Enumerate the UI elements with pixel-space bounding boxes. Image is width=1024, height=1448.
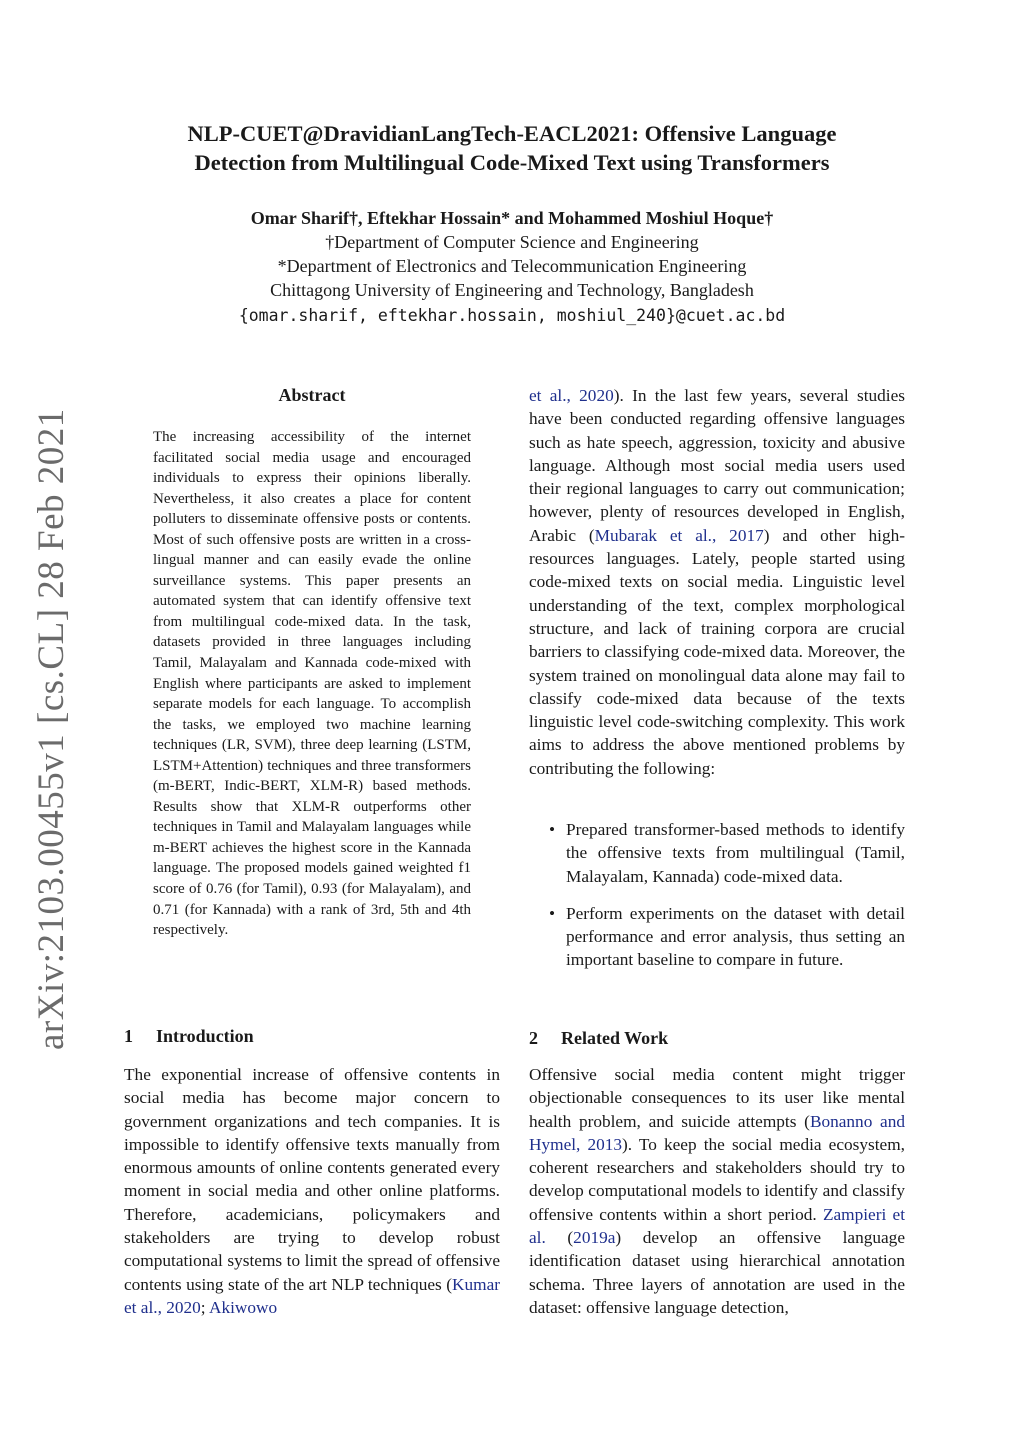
paragraph-text: Offensive social media content might trigger objectionable consequences to its user like mental health problem, and suicide attempts ( [529, 1065, 905, 1131]
introduction-heading [124, 1025, 254, 1047]
section-title: Related Work [561, 1028, 669, 1048]
affiliation-2: *Department of Electronics and Telecommunication Engineering [277, 256, 747, 276]
affiliation-3: Chittagong University of Engineering and Technology, Bangladesh [270, 280, 754, 300]
title-line-1: NLP-CUET@DravidianLangTech-EACL2021: Offensive Language [187, 121, 837, 146]
separator: ; [200, 1297, 209, 1317]
authors: Omar Sharif†, Eftekhar Hossain* and Mohammed Moshiul Hoque† [250, 208, 774, 228]
citation-link[interactable]: Kumar et al., 2020 [124, 1274, 500, 1317]
bullet-icon: • [549, 820, 556, 839]
abstract-title: Abstract [278, 385, 346, 405]
list-item [549, 818, 905, 888]
citation-link[interactable]: Bonanno and Hymel, 2013 [529, 1111, 906, 1154]
citation-link[interactable]: Zampieri et al. [529, 1204, 905, 1248]
affiliation-1: †Department of Computer Science and Engineering [325, 232, 699, 252]
citation-link[interactable]: Mubarak et al., 2017 [594, 525, 764, 545]
paragraph-text: ( [545, 1228, 574, 1248]
paragraph-text: ) and other high-resources languages. Lately, people started using code-mixed texts on social media. Linguistic level understanding of the text, complex morphological structure, and lack of training corpora are crucial barriers to classifying code-mixed data. Moreover, the system trained on monolingual data alone may fail to classify code-mixed data because of the texts linguistic level code-switching complexity. This work aims to address the above mentioned problems by contributing the following: [529, 525, 906, 778]
section-number: 2 [529, 1028, 538, 1048]
paragraph-text: The exponential increase of offensive contents in social media has become major concern to government organizations and tech companies. It is impossible to identify offensive texts manually from enormous amounts of online contents generated every moment in social media and other online platforms. Therefore, academicians, policymakers and stakeholders are trying to develop robust computational systems to limit the spread of offensive contents using state of the art NLP techniques ( [124, 1065, 500, 1294]
related-work-heading [529, 1027, 668, 1049]
citation-link[interactable]: et al., 2020 [529, 386, 614, 405]
title-line-2: Detection from Multilingual Code-Mixed Text using Transformers [194, 150, 830, 175]
related-work-text [529, 1063, 905, 1319]
introduction-text [124, 1063, 500, 1319]
author-emails: {omar.sharif, eftekhar.hossain, moshiul_240}@cuet.ac.bd [238, 306, 786, 325]
introduction-continued [529, 384, 905, 780]
section-number: 1 [124, 1026, 133, 1046]
list-item-text: Prepared transformer-based methods to identify the offensive texts from multilingual (Tamil, Malayalam, Kannada) code-mixed data. [566, 820, 905, 886]
contributions-list [549, 818, 905, 986]
bullet-icon: • [549, 903, 556, 923]
paragraph-text: ). To keep the social media ecosystem, coherent researchers and stakeholders should try to develop computational models to identify and classify offensive contents within a short period. [529, 1134, 905, 1224]
abstract-text: The increasing accessibility of the internet facilitated social media usage and encouraged individuals to express their opinions liberally. Nevertheless, it also creates a place for content polluters to disseminate offensive posts or contents. Most of such offensive posts are written in a cross-lingual manner and can easily evade the online surveillance systems. This paper presents an automated system that can identify offensive text from multilingual code-mixed data. In the task, datasets provided in three languages including Tamil, Malayalam and Kannada code-mixed with English where participants are asked to implement separate models for each language. To accomplish the tasks, we employed two machine learning techniques (LR, SVM), three deep learning (LSTM, LSTM+Attention) techniques and three transformers (m-BERT, Indic-BERT, XLM-R) based methods. Results show that XLM-R outperforms other techniques in Tamil and Malayalam languages while m-BERT achieves the highest score in the Kannada language. The proposed models gained weighted f1 score of 0.76 (for Tamil), 0.93 (for Malayalam), and 0.71 (for Kannada) with a rank of 3rd, 5th and 4th respectively. [153, 429, 471, 939]
citation-link[interactable]: 2019a [573, 1228, 616, 1248]
arxiv-stamp: arXiv:2103.00455v1 [cs.CL] 28 Feb 2021 [31, 408, 72, 1050]
citation-link[interactable]: Akiwowo [208, 1297, 278, 1317]
paragraph-text: ) develop an offensive language identification dataset using hierarchical annotation schema. Three layers of annotation are used in the dataset: offensive language detection, [529, 1228, 905, 1317]
list-item [549, 902, 905, 972]
paper-title [100, 119, 924, 177]
paragraph-text: ). In the last few years, several studies have been conducted regarding offensive languages such as hate speech, aggression, toxicity and abusive language. Although most social media users used their regional languages to carry out communication; however, plenty of resources developed in English, Arabic ( [529, 386, 905, 545]
section-title: Introduction [156, 1026, 254, 1046]
list-item-text: Perform experiments on the dataset with detail performance and error analysis, thus setting an important baseline to compare in future. [566, 903, 905, 970]
